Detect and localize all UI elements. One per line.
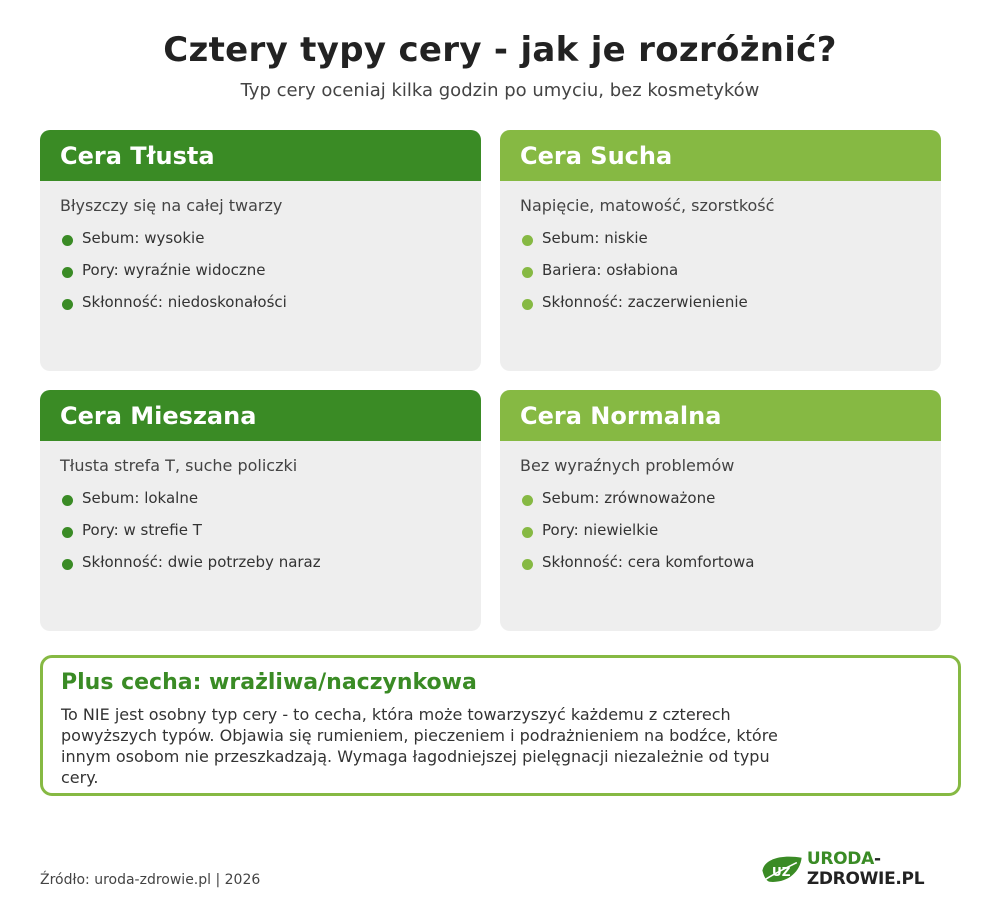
card-list: [500, 488, 941, 584]
note-title: Plus cecha: wrażliwa/naczynkowa: [61, 670, 477, 695]
card-title: Cera Mieszana: [40, 390, 481, 441]
leaf-logo-icon: [760, 849, 805, 889]
list-item-text: Skłonność: zaczerwienienie: [542, 293, 748, 311]
list-item: [40, 552, 481, 584]
card-dry: [500, 130, 941, 371]
bullet-dot-icon: [62, 267, 73, 278]
sensitive-skin-note: [40, 655, 961, 796]
logo-wordmark: [807, 849, 960, 889]
card-description: Bez wyraźnych problemów: [520, 456, 735, 475]
list-item: [500, 228, 941, 260]
list-item: [40, 520, 481, 552]
card-list: [40, 488, 481, 584]
list-item: [500, 260, 941, 292]
list-item: [40, 488, 481, 520]
card-description: Błyszczy się na całej twarzy: [60, 196, 283, 215]
card-list: [40, 228, 481, 324]
page-subtitle: Typ cery oceniaj kilka godzin po umyciu, bez kosmetyków: [240, 80, 760, 101]
list-item-text: Sebum: niskie: [542, 229, 648, 247]
bullet-dot-icon: [62, 495, 73, 506]
bullet-dot-icon: [522, 495, 533, 506]
logo-text-part2: -ZDROWIE.PL: [806, 849, 925, 889]
list-item-text: Pory: w strefie T: [82, 521, 202, 539]
bullet-dot-icon: [522, 235, 533, 246]
bullet-dot-icon: [522, 267, 533, 278]
list-item: [40, 228, 481, 260]
card-title: Cera Normalna: [500, 390, 941, 441]
brand-logo[interactable]: [760, 849, 960, 889]
card-oily: [40, 130, 481, 371]
bullet-dot-icon: [522, 527, 533, 538]
list-item: [40, 292, 481, 324]
list-item: [40, 260, 481, 292]
logo-text-part1: URODA: [806, 849, 874, 869]
list-item: [500, 520, 941, 552]
card-title: Cera Sucha: [500, 130, 941, 181]
logo-mark-text: UZ: [772, 865, 791, 880]
card-list: [500, 228, 941, 324]
list-item-text: Skłonność: niedoskonałości: [82, 293, 287, 311]
page-title: Cztery typy cery - jak je rozróżnić?: [163, 30, 837, 70]
list-item-text: Skłonność: cera komfortowa: [542, 553, 755, 571]
list-item: [500, 488, 941, 520]
bullet-dot-icon: [62, 235, 73, 246]
card-description: Napięcie, matowość, szorstkość: [520, 196, 775, 215]
list-item-text: Skłonność: dwie potrzeby naraz: [82, 553, 321, 571]
list-item-text: Bariera: osłabiona: [542, 261, 679, 279]
source-caption: Źródło: uroda-zdrowie.pl | 2026: [40, 872, 261, 888]
bullet-dot-icon: [62, 527, 73, 538]
bullet-dot-icon: [62, 559, 73, 570]
list-item-text: Sebum: lokalne: [82, 489, 199, 507]
bullet-dot-icon: [522, 559, 533, 570]
list-item: [500, 292, 941, 324]
card-title: Cera Tłusta: [40, 130, 481, 181]
card-combination: [40, 390, 481, 631]
card-normal: [500, 390, 941, 631]
list-item-text: Pory: wyraźnie widoczne: [82, 261, 266, 279]
list-item: [500, 552, 941, 584]
bullet-dot-icon: [522, 299, 533, 310]
note-text: To NIE jest osobny typ cery - to cecha, która może towarzyszyć każdemu z czterech powyższych typów. Objawia się rumieniem, pieczeniem i podrażnieniem na bodźce, które innym osobom nie przeszkadzają. Wymaga łagodniejszej pielęgnacji niezależnie od typu cery.: [61, 705, 778, 787]
card-description: Tłusta strefa T, suche policzki: [60, 456, 298, 475]
list-item-text: Sebum: zrównoważone: [542, 489, 716, 507]
bullet-dot-icon: [62, 299, 73, 310]
list-item-text: Pory: niewielkie: [542, 521, 659, 539]
list-item-text: Sebum: wysokie: [82, 229, 205, 247]
